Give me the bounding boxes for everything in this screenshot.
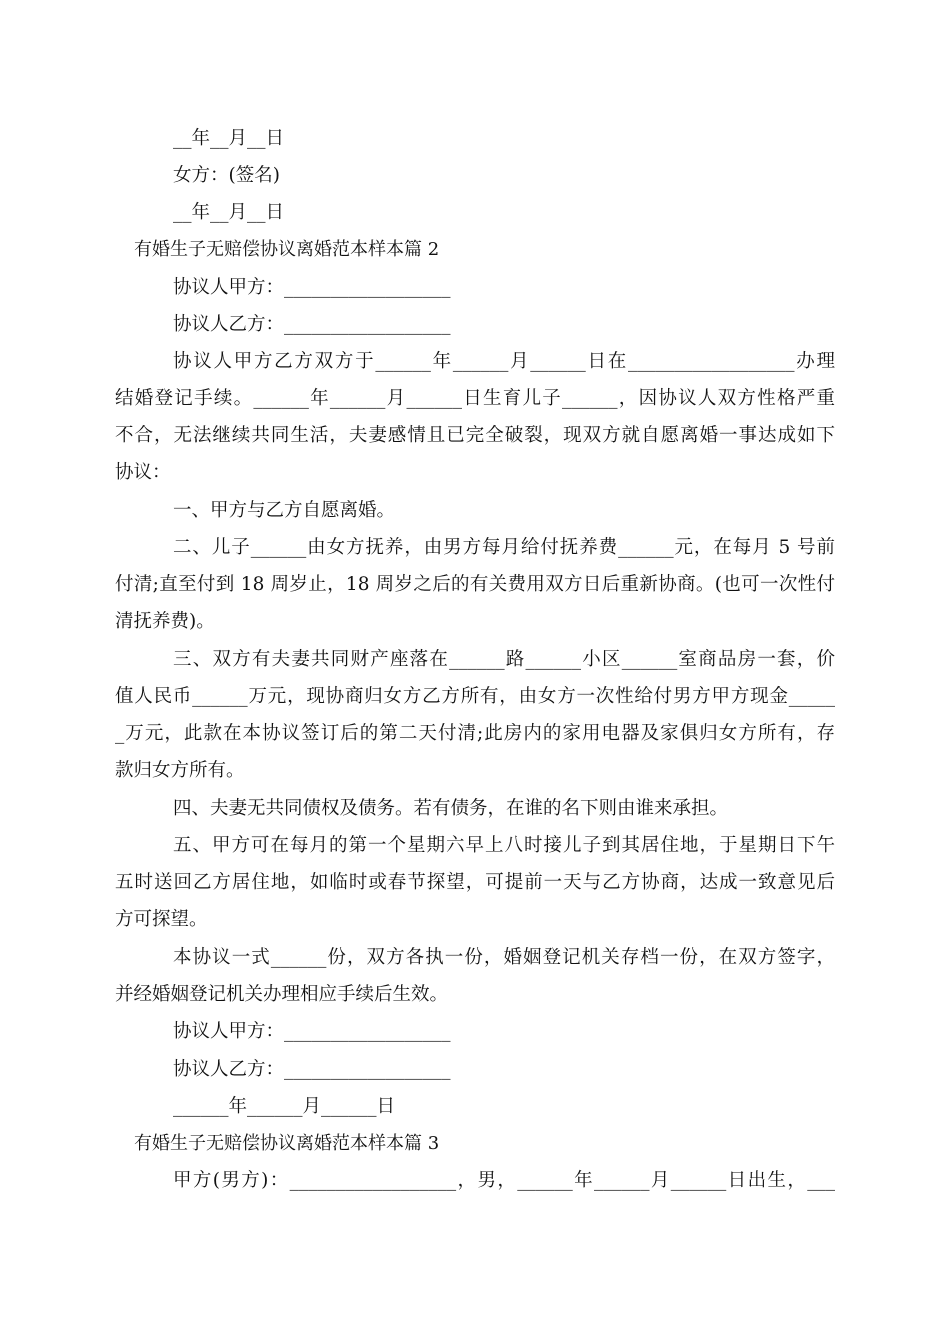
date-line: ______年______月______日 xyxy=(173,1096,396,1117)
clause-5-line: 方可探望。 xyxy=(115,909,208,930)
clause-3-line: 值人民币______万元，现协商归女方乙方所有，由女方一次性给付男方甲方现金_____ xyxy=(115,686,835,707)
date-line: __年__月__日 xyxy=(173,202,285,223)
clause-3-line: _万元，此款在本协议签订后的第二天付清;此房内的家用电器及家俱归女方所有，存 xyxy=(115,723,835,744)
paragraph-line: 不合，无法继续共同生活，夫妻感情且已完全破裂，现双方就自愿离婚一事达成如下 xyxy=(115,425,835,446)
clause-2-line: 二、儿子______由女方抚养，由男方每月给付抚养费______元，在每月 5 号前 xyxy=(173,537,835,558)
section-heading: 有婚生子无赔偿协议离婚范本样本篇 3 xyxy=(134,1133,440,1154)
section-heading: 有婚生子无赔偿协议离婚范本样本篇 2 xyxy=(134,239,440,260)
clause-2-line: 付清;直至付到 18 周岁止，18 周岁之后的有关费用双方日后重新协商。(也可一次性付 xyxy=(115,574,835,595)
party-a-line: 协议人甲方：__________________ xyxy=(173,1021,451,1042)
clause-2-line: 清抚养费)。 xyxy=(115,611,215,632)
clause-3-line: 款归女方所有。 xyxy=(115,760,245,781)
paragraph-line: 协议： xyxy=(115,462,171,483)
copies-line: 并经婚姻登记机关办理相应手续后生效。 xyxy=(115,984,449,1005)
clause-5-line: 五、甲方可在每月的第一个星期六早上八时接儿子到其居住地，于星期日下午 xyxy=(173,835,835,856)
date-line: __年__月__日 xyxy=(173,128,285,149)
paragraph-line: 协议人甲方乙方双方于______年______月______日在__________________办理 xyxy=(173,351,835,372)
party-a-line: 协议人甲方：__________________ xyxy=(173,277,451,298)
female-signature-line: 女方：(签名) xyxy=(173,165,280,186)
paragraph-line: 结婚登记手续。______年______月______日生育儿子______，因协议人双方性格严重 xyxy=(115,388,835,409)
clause-1: 一、甲方与乙方自愿离婚。 xyxy=(173,500,396,521)
clause-4: 四、夫妻无共同债权及债务。若有债务，在谁的名下则由谁来承担。 xyxy=(173,798,729,819)
party-b-line: 协议人乙方：__________________ xyxy=(173,1059,451,1080)
party-b-line: 协议人乙方：__________________ xyxy=(173,314,451,335)
copies-line: 本协议一式______份，双方各执一份，婚姻登记机关存档一份，在双方签字， xyxy=(173,947,835,968)
party-a-info-line: 甲方(男方)：__________________，男，______年______月______日出生，___ xyxy=(173,1170,835,1191)
clause-5-line: 五时送回乙方居住地，如临时或春节探望，可提前一天与乙方协商，达成一致意见后 xyxy=(115,872,835,893)
clause-3-line: 三、双方有夫妻共同财产座落在______路______小区______室商品房一套，价 xyxy=(173,649,835,670)
